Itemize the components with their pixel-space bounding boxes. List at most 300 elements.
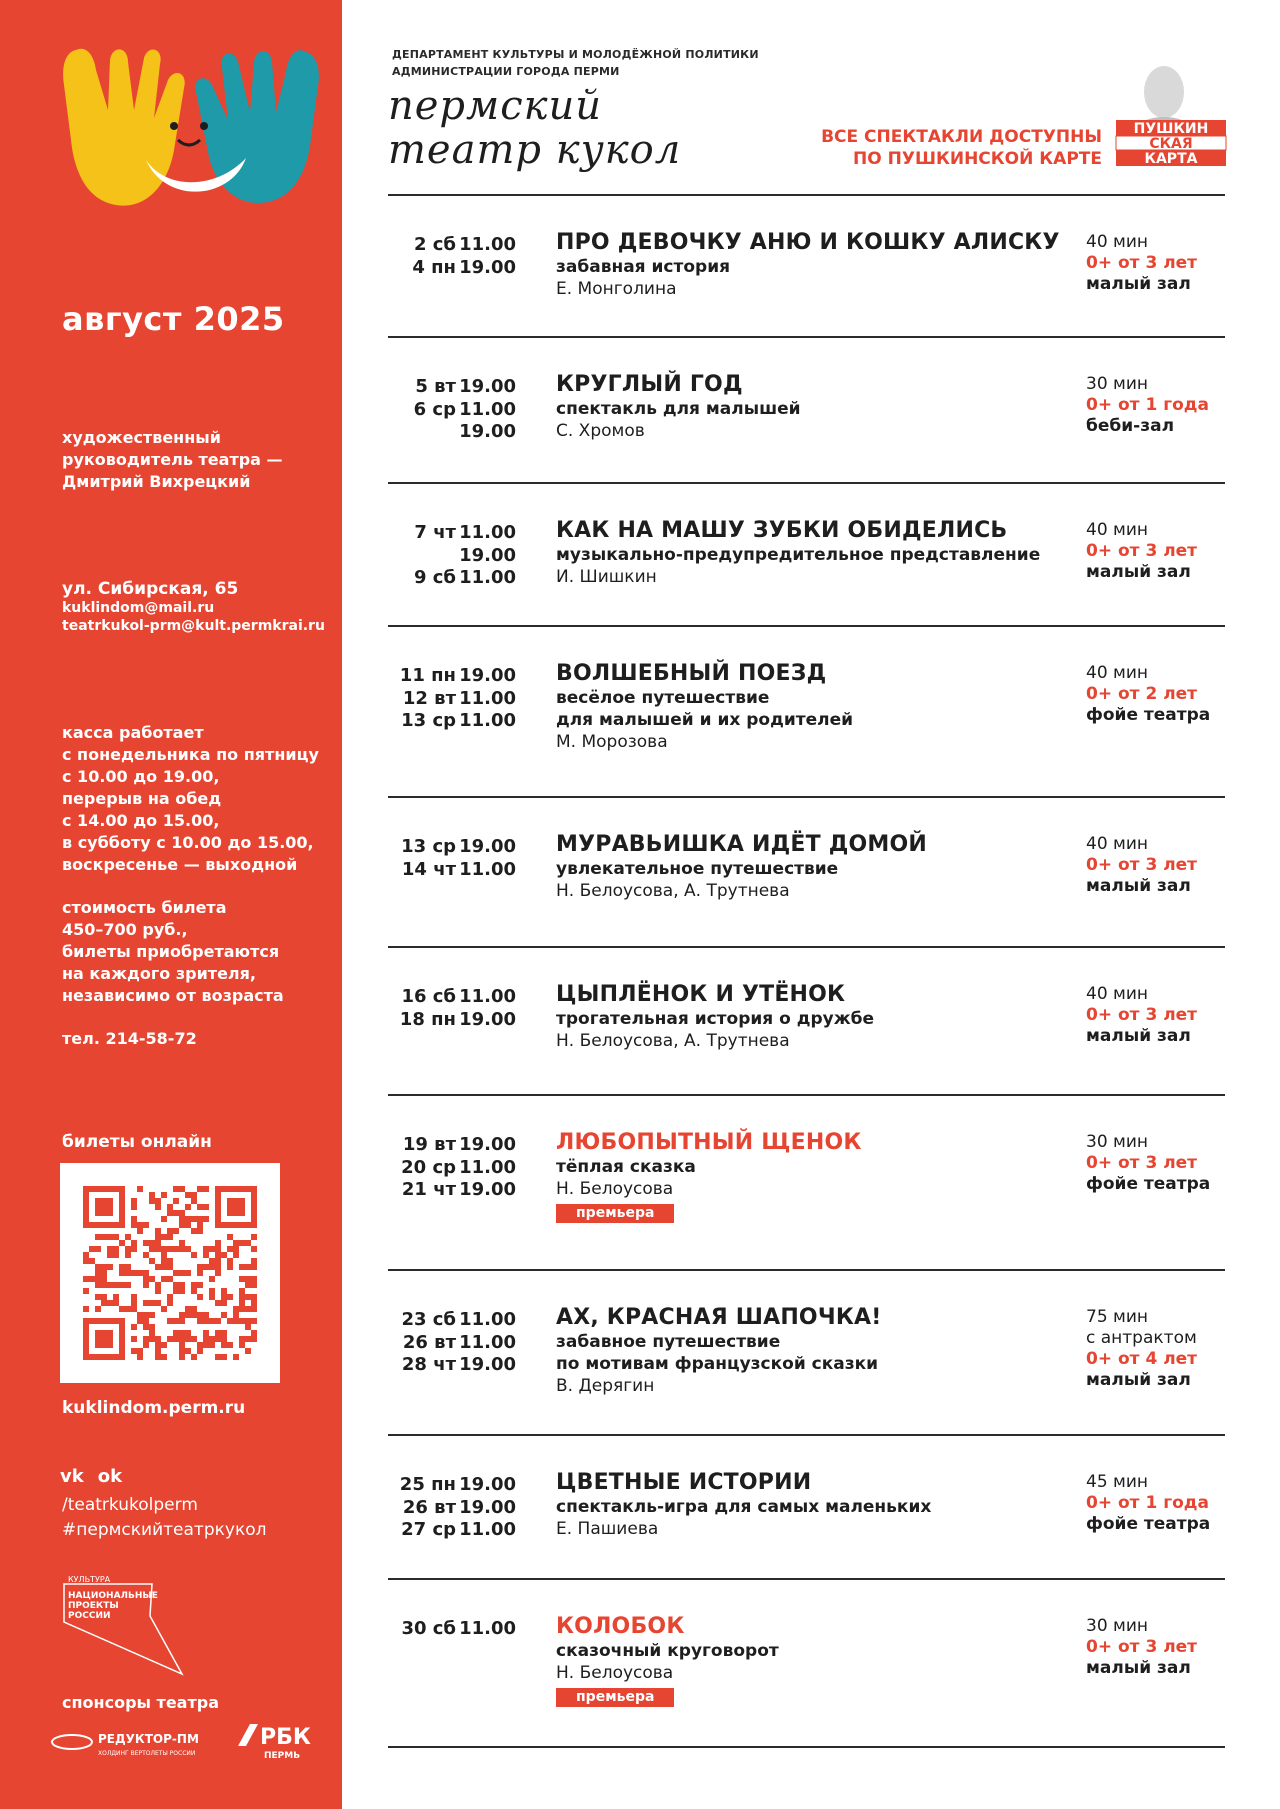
show-date-line [388,1309,516,1332]
show-author: Н. Белоусова, А. Трутнева [556,881,790,901]
show-author: Н. Белоусова [556,1179,674,1199]
qr-module [185,1348,191,1354]
qr-module [83,1306,89,1312]
nat-projects-line3: РОССИИ [68,1611,111,1621]
qr-module [137,1354,143,1360]
show-subtitle: сказочный круговорот [556,1641,779,1661]
qr-module [101,1300,107,1306]
qr-module [197,1342,203,1348]
show-date-line [388,1134,516,1157]
show-title[interactable]: КОЛОБОК [556,1614,685,1639]
qr-module [233,1306,239,1312]
qr-module [149,1258,155,1264]
show-meta [1086,232,1226,295]
show-duration: 40 мин [1086,834,1149,854]
show-title[interactable]: ЦЫПЛЁНОК И УТЁНОК [556,982,846,1007]
qr-module [221,1330,227,1336]
vk-icon[interactable]: vk [60,1466,84,1487]
qr-module [167,1210,173,1216]
qr-module [95,1198,113,1216]
show-date-line [388,836,516,859]
show-time: 19.00 [459,1474,516,1495]
qr-module [197,1204,203,1210]
show-row[interactable] [388,1094,1225,1271]
qr-module [209,1246,215,1252]
show-duration-extra: с антрактом [1086,1328,1197,1348]
qr-module [185,1246,191,1252]
qr-module [179,1312,185,1318]
show-hall: фойе театра [1086,1514,1211,1534]
show-time: 11.00 [459,234,516,255]
qr-module [101,1234,107,1240]
show-author: Е. Пашиева [556,1519,659,1539]
qr-module [161,1264,167,1270]
show-date-line [388,421,516,444]
show-age: 0+ от 3 лет [1086,855,1198,875]
email-link[interactable]: kuklindom@mail.ru [62,600,215,616]
qr-module [245,1318,251,1324]
qr-module [131,1222,137,1228]
show-info [556,832,1096,902]
show-row[interactable] [388,1578,1225,1748]
show-age: 0+ от 3 лет [1086,253,1198,273]
sponsor2-city: ПЕРМЬ [264,1751,301,1761]
show-time: 19.00 [459,665,516,686]
show-day: 26 вт [402,1496,456,1518]
qr-module [215,1300,221,1306]
show-subtitle: увлекательное путешествие [556,859,839,879]
qr-module [209,1264,215,1270]
qr-module [161,1252,167,1258]
show-row[interactable] [388,1434,1225,1580]
show-author: М. Морозова [556,732,668,752]
qr-module [215,1240,221,1246]
qr-module [197,1270,203,1276]
show-meta [1086,374,1226,437]
show-dates [388,234,516,279]
show-row[interactable] [388,482,1225,627]
show-dates [388,1618,516,1641]
show-age: 0+ от 3 лет [1086,541,1198,561]
show-date-line [388,376,516,399]
qr-module [155,1300,161,1306]
nat-projects-line1: НАЦИОНАЛЬНЫЕ [68,1591,158,1601]
qr-module [191,1336,197,1342]
ok-icon[interactable]: ok [97,1466,123,1487]
show-time: 11.00 [459,1618,516,1639]
qr-module [251,1318,257,1324]
qr-module [245,1336,251,1342]
qr-module [239,1336,245,1342]
qr-module [137,1228,143,1234]
qr-module [101,1270,107,1276]
qr-module [227,1294,233,1300]
hashtag: #пермскийтеатркукол [62,1520,267,1540]
show-row[interactable] [388,946,1225,1096]
show-title[interactable]: ЦВЕТНЫЕ ИСТОРИИ [556,1470,812,1495]
qr-module [131,1198,137,1204]
show-time: 11.00 [459,522,516,543]
qr-module [203,1318,209,1324]
qr-module [197,1216,203,1222]
qr-module [245,1348,251,1354]
qr-module [155,1198,161,1204]
qr-module [227,1246,233,1252]
qr-module [173,1330,179,1336]
qr-module [191,1216,197,1222]
qr-module [203,1186,209,1192]
box-office-hours: касса работает с понедельника по пятницу с 10.00 до 19.00, перерыв на обед с 14.00 до 15.00, в субботу с 10.00 до 15.00, воскресенье — выходной [62,723,319,874]
show-date-line [388,665,516,688]
show-day: 19 вт [402,1134,456,1155]
qr-module [185,1306,191,1312]
show-title[interactable]: АХ, КРАСНАЯ ШАПОЧКА! [556,1305,882,1330]
qr-module [203,1216,209,1222]
qr-module [197,1228,203,1234]
qr-module [191,1288,197,1294]
qr-module [173,1282,179,1288]
show-age: 0+ от 1 года [1086,1493,1209,1513]
show-time: 11.00 [459,567,516,588]
qr-module [155,1204,161,1210]
national-projects-logo [62,1576,192,1676]
qr-module [119,1270,125,1276]
qr-module [197,1294,203,1300]
show-age: 0+ от 2 лет [1086,684,1198,704]
show-hall: малый зал [1086,274,1191,294]
show-day [396,545,456,568]
show-row[interactable] [388,796,1225,948]
show-meta [1086,663,1226,726]
sponsor1-tagline: ХОЛДИНГ ВЕРТОЛЕТЫ РОССИИ [98,1750,196,1757]
qr-module [251,1276,257,1282]
show-hall: беби-зал [1086,416,1175,436]
qr-module [221,1288,227,1294]
show-time: 19.00 [459,256,516,278]
qr-module [179,1270,185,1276]
qr-module [179,1282,185,1288]
qr-module [149,1192,155,1198]
qr-module [233,1240,239,1246]
qr-module [167,1264,173,1270]
phone[interactable]: тел. 214-58-72 [62,1029,197,1048]
show-dates [388,1134,516,1202]
qr-module [167,1336,173,1342]
show-date-line [388,688,516,711]
show-meta [1086,834,1226,897]
qr-module [209,1336,215,1342]
qr-module [203,1246,209,1252]
qr-module [143,1276,149,1282]
qr-module [209,1318,215,1324]
qr-module [197,1264,203,1270]
qr-code[interactable] [60,1163,280,1383]
ticket-price: стоимость билета 450–700 руб., билеты приобретаются на каждого зрителя, независимо от возраста [62,898,284,1005]
qr-module [221,1312,227,1318]
pushkin-logo-line2: СКАЯ [1149,136,1193,152]
show-hall: малый зал [1086,876,1191,896]
qr-module [131,1300,137,1306]
qr-module [83,1258,89,1264]
qr-module [137,1222,143,1228]
month-label: август 2025 [62,300,285,338]
show-day: 23 сб [401,1309,456,1330]
qr-module [131,1336,137,1342]
qr-module [107,1246,113,1252]
qr-module [137,1312,143,1318]
qr-module [173,1210,179,1216]
qr-module [83,1276,89,1282]
qr-module [191,1252,197,1258]
show-duration: 30 мин [1086,1616,1149,1636]
qr-module [179,1288,185,1294]
show-time: 11.00 [459,1331,516,1353]
show-time: 19.00 [459,836,516,857]
show-day [396,421,456,444]
show-title[interactable]: МУРАВЬИШКА ИДЁТ ДОМОЙ [556,832,928,857]
qr-module [191,1192,197,1198]
qr-module [131,1246,137,1252]
qr-module [227,1198,245,1216]
show-dates [388,376,516,444]
show-title[interactable]: ЛЮБОПЫТНЫЙ ЩЕНОК [556,1130,862,1155]
show-hall: малый зал [1086,1658,1191,1678]
show-dates [388,986,516,1031]
qr-module [179,1246,185,1252]
qr-module [113,1246,119,1252]
qr-module [191,1198,197,1204]
show-time: 11.00 [459,710,516,731]
qr-module [155,1228,161,1234]
show-age: 0+ от 1 года [1086,395,1209,415]
show-info [556,982,1096,1052]
qr-module [131,1240,137,1246]
qr-module [113,1234,119,1240]
qr-module [227,1264,233,1270]
qr-module [191,1306,197,1312]
qr-module [179,1336,185,1342]
qr-module [155,1288,161,1294]
show-meta [1086,1307,1226,1391]
qr-module [155,1264,161,1270]
qr-module [197,1282,203,1288]
qr-module [203,1336,209,1342]
qr-module [203,1330,209,1336]
qr-module [233,1318,239,1324]
show-meta [1086,520,1226,583]
show-date-line [388,1618,516,1641]
show-subtitle: спектакль для малышей [556,399,801,419]
hands-logo [56,40,326,220]
sponsor-reductor-logo [50,1728,220,1762]
qr-module [215,1258,221,1264]
qr-module [167,1318,173,1324]
qr-module [185,1222,191,1228]
show-date-line [388,567,516,590]
qr-module [167,1246,173,1252]
online-tickets-label: билеты онлайн [62,1132,212,1152]
show-info [556,230,1096,300]
qr-module [179,1186,185,1192]
qr-module [185,1330,191,1336]
show-title[interactable]: ВОЛШЕБНЫЙ ПОЕЗД [556,661,827,686]
qr-module [161,1276,167,1282]
qr-module [161,1234,167,1240]
show-date-line [388,1009,516,1032]
qr-module [209,1342,215,1348]
qr-module [161,1306,167,1312]
show-date-line [388,710,516,733]
qr-module [143,1300,149,1306]
qr-module [215,1270,221,1276]
show-subtitle: спектакль-игра для самых маленьких [556,1497,932,1517]
show-meta [1086,1616,1226,1679]
qr-module [215,1330,221,1336]
qr-module [251,1264,257,1270]
qr-module [233,1354,239,1360]
qr-module [245,1276,251,1282]
qr-module [113,1282,119,1288]
qr-module [239,1306,245,1312]
show-title[interactable]: ПРО ДЕВОЧКУ АНЮ И КОШКУ АЛИСКУ [556,230,1060,255]
show-author: Н. Белоусова, А. Трутнева [556,1031,790,1051]
qr-module [245,1240,251,1246]
qr-module [191,1354,197,1360]
pushkin-card-logo [1112,60,1228,170]
show-info [556,518,1096,588]
qr-module [239,1342,245,1348]
show-row[interactable] [388,194,1225,338]
show-time: 19.00 [459,1496,516,1518]
show-day: 9 сб [413,567,456,588]
qr-module [155,1336,161,1342]
show-info [556,372,1096,442]
website-link[interactable]: kuklindom.perm.ru [62,1398,246,1418]
qr-module [119,1306,125,1312]
qr-module [131,1294,137,1300]
qr-module [149,1240,155,1246]
show-info [556,1614,1096,1707]
qr-module [203,1342,209,1348]
qr-module [239,1288,245,1294]
show-hall: малый зал [1086,1370,1191,1390]
social-handle[interactable]: /teatrkukolperm [62,1495,198,1515]
qr-module [179,1210,185,1216]
show-author: В. Дерягин [556,1376,655,1396]
qr-module [149,1276,155,1282]
qr-module [179,1318,185,1324]
show-day: 4 пн [412,256,456,278]
show-day: 11 пн [399,665,456,686]
qr-module [251,1282,257,1288]
qr-module [89,1276,95,1282]
qr-module [83,1288,89,1294]
qr-module [119,1282,125,1288]
qr-module [191,1228,197,1234]
qr-module [197,1186,203,1192]
qr-module [149,1330,155,1336]
qr-module [113,1294,119,1300]
qr-module [155,1354,161,1360]
qr-module [173,1246,179,1252]
qr-module [101,1294,107,1300]
qr-module [101,1264,107,1270]
qr-module [101,1282,107,1288]
qr-module [125,1270,131,1276]
show-title[interactable]: КАК НА МАШУ ЗУБКИ ОБИДЕЛИСЬ [556,518,1008,543]
show-date-line [388,234,516,257]
show-author: С. Хромов [556,421,645,441]
show-date-line [388,545,516,568]
qr-module [137,1348,143,1354]
show-subtitle: тёплая сказка [556,1157,696,1177]
qr-module [185,1312,191,1318]
qr-module [125,1252,131,1258]
qr-module [173,1270,179,1276]
qr-module [161,1216,167,1222]
show-duration: 30 мин [1086,374,1149,394]
qr-module [185,1270,191,1276]
qr-module [137,1186,143,1192]
qr-module [155,1342,161,1348]
qr-module [215,1252,221,1258]
show-row[interactable] [388,625,1225,798]
qr-module [143,1222,149,1228]
qr-module [185,1204,191,1210]
show-date-line [388,1332,516,1355]
qr-module [155,1234,161,1240]
qr-module [101,1276,107,1282]
show-day: 2 сб [413,234,456,255]
qr-module [137,1318,143,1324]
qr-module [251,1294,257,1300]
qr-module [179,1342,185,1348]
show-row[interactable] [388,1269,1225,1436]
show-date-line [388,1474,516,1497]
qr-module [155,1240,161,1246]
qr-module [251,1330,257,1336]
nat-projects-line2: ПРОЕКТЫ [68,1601,119,1611]
qr-module [143,1342,149,1348]
sidebar [0,0,342,1809]
qr-module [149,1246,155,1252]
qr-module [119,1264,125,1270]
qr-module [239,1318,245,1324]
show-time: 11.00 [459,1519,516,1540]
qr-module [155,1246,161,1252]
show-time: 11.00 [459,1309,516,1330]
show-age: 0+ от 3 лет [1086,1637,1198,1657]
qr-module [167,1258,173,1264]
qr-module [143,1318,149,1324]
show-time: 19.00 [459,544,516,566]
qr-module [161,1258,167,1264]
show-day: 13 ср [401,836,456,857]
show-date-line [388,859,516,882]
qr-module [95,1330,113,1348]
qr-module [173,1228,179,1234]
show-dates [388,836,516,881]
premiere-badge: премьера [556,1688,674,1707]
qr-module [131,1324,137,1330]
show-time: 19.00 [459,421,516,442]
qr-module [203,1264,209,1270]
show-row[interactable] [388,336,1225,484]
show-day: 14 чт [401,858,456,880]
show-title[interactable]: КРУГЛЫЙ ГОД [556,372,743,397]
qr-module [131,1216,137,1222]
email-link-2[interactable]: teatrkukol-prm@kult.permkrai.ru [62,618,325,634]
